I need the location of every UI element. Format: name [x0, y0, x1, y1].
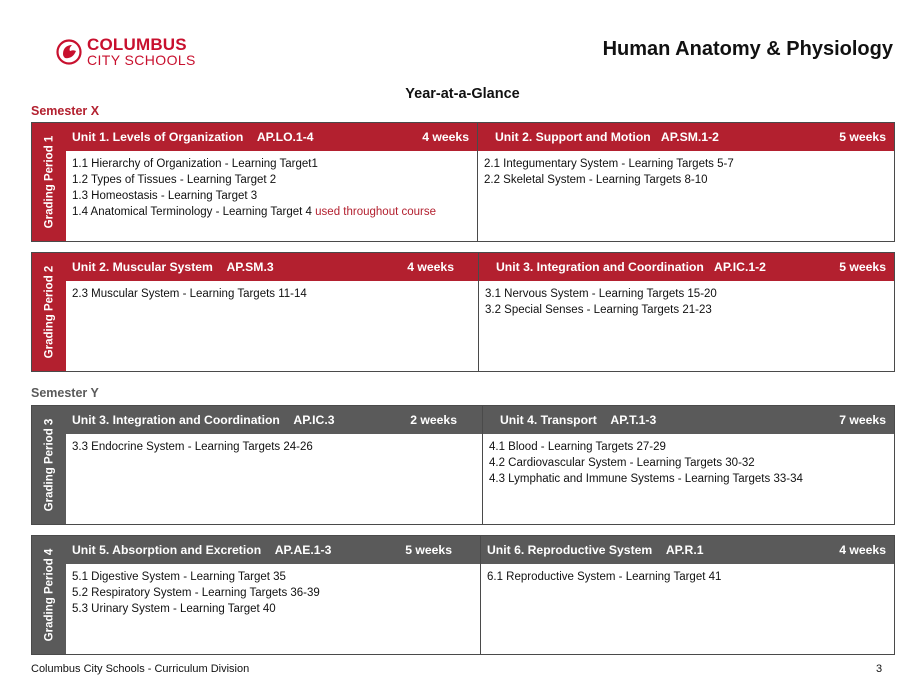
- unit-weeks: 4 weeks: [839, 543, 886, 557]
- page-subtitle: Year-at-a-Glance: [405, 86, 520, 102]
- logo-line-1: COLUMBUS: [87, 35, 187, 54]
- unit-card: [480, 536, 894, 654]
- topic-item: 4.1 Blood - Learning Targets 27-29: [489, 441, 666, 453]
- grading-period-3: [31, 405, 895, 525]
- topic-item: 2.1 Integumentary System - Learning Targets 5-7: [484, 158, 734, 170]
- unit-topics: [66, 434, 482, 460]
- unit-header: [66, 253, 478, 281]
- unit-header: [479, 253, 894, 281]
- topic-item: 2.2 Skeletal System - Learning Targets 8-10: [484, 174, 708, 186]
- unit-code: AP.AE.1-3: [274, 543, 332, 557]
- unit-header: [478, 123, 894, 151]
- unit-title: Unit 2. Muscular System: [72, 260, 213, 274]
- unit-card: [66, 123, 477, 241]
- unit-topics: [66, 564, 480, 622]
- grading-period-1: [31, 122, 895, 242]
- unit-weeks: 4 weeks: [422, 130, 469, 144]
- grading-period-2: [31, 252, 895, 372]
- unit-code: AP.IC.3: [293, 413, 335, 427]
- topic-item: 1.2 Types of Tissues - Learning Target 2: [72, 174, 277, 186]
- unit-title: Unit 6. Reproductive System: [487, 543, 653, 557]
- topic-item: 5.3 Urinary System - Learning Target 40: [72, 603, 276, 615]
- unit-code: AP.T.1-3: [610, 413, 657, 427]
- unit-card: [482, 406, 894, 524]
- unit-weeks: 5 weeks: [839, 130, 886, 144]
- topic-item: 4.2 Cardiovascular System - Learning Targets 30-32: [489, 457, 755, 469]
- logo-emblem-icon: [56, 39, 82, 65]
- grading-period-label: Grading Period 1: [32, 123, 66, 241]
- footer-division: Columbus City Schools - Curriculum Division: [31, 663, 250, 675]
- unit-topics: [66, 151, 477, 225]
- unit-card: [66, 536, 480, 654]
- topic-item: 3.1 Nervous System - Learning Targets 15-20: [485, 288, 717, 300]
- unit-header: [66, 406, 482, 434]
- topic-item: 1.1 Hierarchy of Organization - Learning Target1: [72, 158, 318, 170]
- grading-period-4: [31, 535, 895, 655]
- topic-item: 5.2 Respiratory System - Learning Targets 36-39: [72, 587, 320, 599]
- unit-title: Unit 4. Transport: [500, 413, 597, 427]
- unit-weeks: 4 weeks: [407, 260, 454, 274]
- topic-item: 3.3 Endocrine System - Learning Targets 24-26: [72, 441, 313, 453]
- unit-header: [66, 123, 477, 151]
- unit-card: [477, 123, 894, 241]
- unit-code: AP.SM.3: [226, 260, 274, 274]
- semester-y-label: Semester Y: [31, 386, 99, 400]
- grading-period-label: Grading Period 3: [32, 406, 66, 524]
- topic-item: 6.1 Reproductive System - Learning Target 41: [487, 571, 722, 583]
- school-logo: [56, 36, 196, 67]
- unit-topics: [479, 281, 894, 323]
- topic-item: 5.1 Digestive System - Learning Target 35: [72, 571, 286, 583]
- unit-topics: [478, 151, 894, 193]
- grading-period-label: Grading Period 4: [32, 536, 66, 654]
- document-title: Human Anatomy & Physiology: [602, 38, 893, 60]
- unit-topics: [483, 434, 894, 492]
- topic-item: 4.3 Lymphatic and Immune Systems - Learning Targets 33-34: [489, 473, 803, 485]
- topic-item: 1.3 Homeostasis - Learning Target 3: [72, 190, 258, 202]
- logo-line-2: CITY SCHOOLS: [87, 52, 196, 68]
- topic-item: 3.2 Special Senses - Learning Targets 21-23: [485, 304, 712, 316]
- unit-title: Unit 3. Integration and Coordination: [72, 413, 280, 427]
- unit-title: Unit 2. Support and Motion: [495, 130, 651, 144]
- unit-code: AP.LO.1-4: [256, 130, 314, 144]
- page-number: 3: [876, 663, 883, 675]
- unit-weeks: 7 weeks: [839, 413, 886, 427]
- topic-note: used throughout course: [315, 206, 436, 218]
- unit-card: [478, 253, 894, 371]
- unit-card: [66, 406, 482, 524]
- unit-weeks: 5 weeks: [839, 260, 886, 274]
- unit-weeks: 5 weeks: [405, 543, 452, 557]
- unit-code: AP.IC.1-2: [714, 260, 766, 274]
- unit-header: [481, 536, 894, 564]
- unit-title: Unit 1. Levels of Organization: [72, 130, 244, 144]
- unit-code: AP.SM.1-2: [660, 130, 719, 144]
- unit-card: [66, 253, 478, 371]
- unit-header: [483, 406, 894, 434]
- unit-topics: [66, 281, 478, 307]
- unit-code: AP.R.1: [665, 543, 704, 557]
- unit-header: [66, 536, 480, 564]
- topic-item: 2.3 Muscular System - Learning Targets 11-14: [72, 288, 307, 300]
- semester-x-label: Semester X: [31, 104, 100, 118]
- unit-title: Unit 5. Absorption and Excretion: [72, 543, 262, 557]
- unit-topics: [481, 564, 894, 590]
- unit-title: Unit 3. Integration and Coordination: [496, 260, 704, 274]
- unit-weeks: 2 weeks: [410, 413, 457, 427]
- topic-item: 1.4 Anatomical Terminology - Learning Target 4 used throughout course: [72, 206, 436, 218]
- grading-period-label: Grading Period 2: [32, 253, 66, 371]
